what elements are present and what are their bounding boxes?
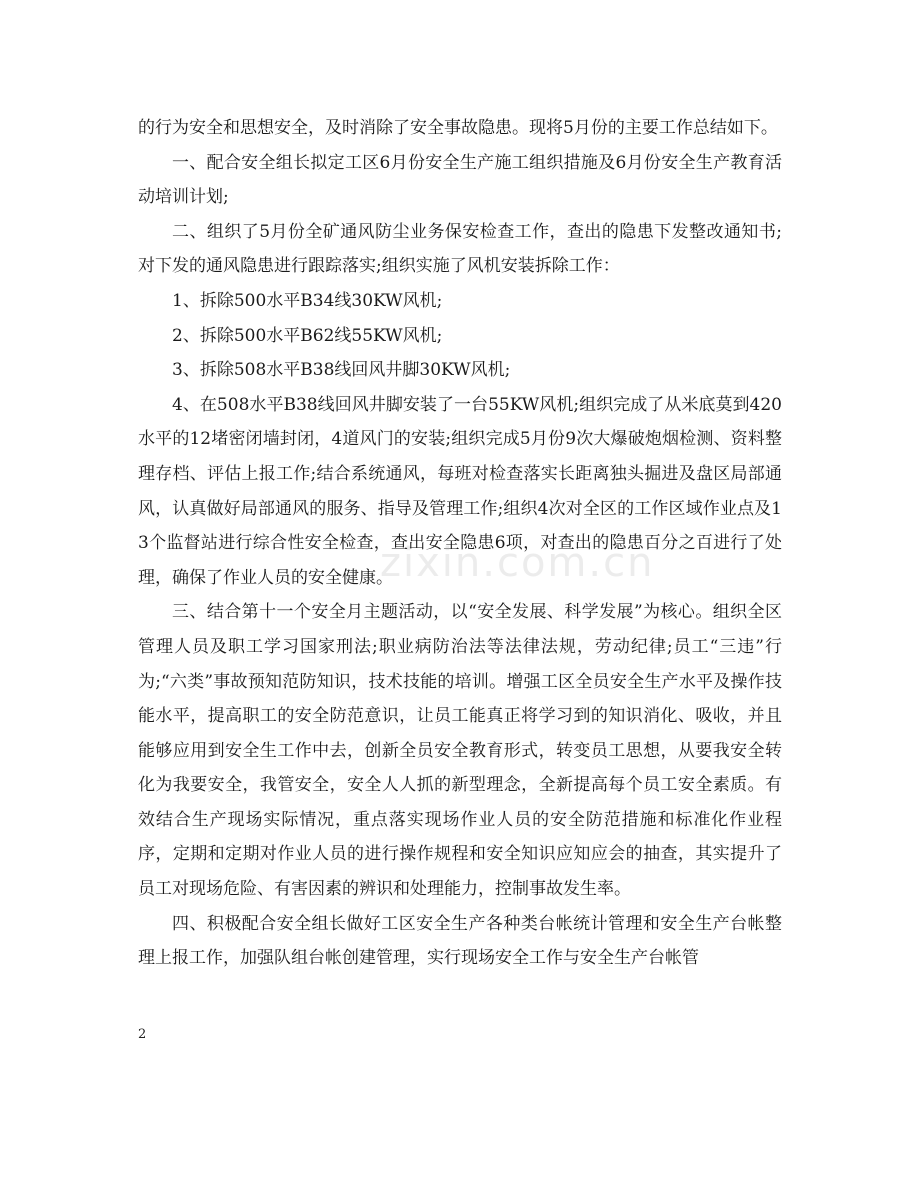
- paragraph-item-one: 一、配合安全组长拟定工区6月份安全生产施工组织措施及6月份安全生产教育活动培训计划;: [138, 152, 782, 208]
- paragraph-intro-continuation: 的行为安全和思想安全，及时消除了安全事故隐患。现将5月份的主要工作总结如下。: [138, 118, 778, 138]
- document-body: [138, 111, 782, 976]
- paragraph-item-two: 二、组织了5月份全矿通风防尘业务保安检查工作，查出的隐患下发整改通知书;对下发的通风隐患进行跟踪落实;组织实施了风机安装拆除工作：: [138, 221, 782, 277]
- paragraph-sub-item-1: 1、拆除500水平B34线30KW风机;: [172, 290, 443, 311]
- watermark: zixin.com.cn: [380, 540, 655, 586]
- paragraph-item-four: 四、积极配合安全组长做好工区安全生产各种类台帐统计管理和安全生产台帐整理上报工作，加强队组台帐创建管理，实行现场安全工作与安全生产台帐管: [138, 913, 782, 969]
- page-number: 2: [138, 1027, 147, 1042]
- paragraph-sub-item-3: 3、拆除508水平B38线回风井脚30KW风机;: [172, 360, 511, 381]
- paragraph-item-three: 三、结合第十一个安全月主题活动，以“安全发展、科学发展”为核心。组织全区管理人员及职工学习国家刑法;职业病防治法等法律法规，劳动纪律;员工“三违”行为;“六类”事故预知范防知识，技术技能的培训。增强工区全员安全生产水平及操作技能水平，提高职工的安全防范意识，让员工能真正将学习到的知识消化、吸收，并且能够应用到安全生工作中去，创新全员安全教育形式，转变员工思想，从要我安全转化为我要安全，我管安全，安全人人抓的新型理念，全新提高每个员工安全素质。有效结合生产现场实际情况，重点落实现场作业人员的安全防范措施和标准化作业程序，定期和定期对作业人员的进行操作规程和安全知识应知应会的抽查，其实提升了员工对现场危险、有害因素的辨识和处理能力，控制事故发生率。: [138, 602, 782, 900]
- paragraph-sub-item-2: 2、拆除500水平B62线55KW风机;: [172, 325, 443, 346]
- paragraph-sub-item-4: 4、在508水平B38线回风井脚安装了一台55KW风机;组织完成了从米底莫到420水平的12堵密闭墙封闭，4道风门的安装;组织完成5月份9次大爆破炮烟检测、资料整理存档、评估上报工作;结合系统通风，每班对检查落实长距离独头掘进及盘区局部通风，认真做好局部通风的服务、指导及管理工作;组织4次对全区的工作区域作业点及13个监督站进行综合性安全检查，查出安全隐患6项，对查出的隐患百分之百进行了处理，确保了作业人员的安全健康。: [138, 394, 782, 588]
